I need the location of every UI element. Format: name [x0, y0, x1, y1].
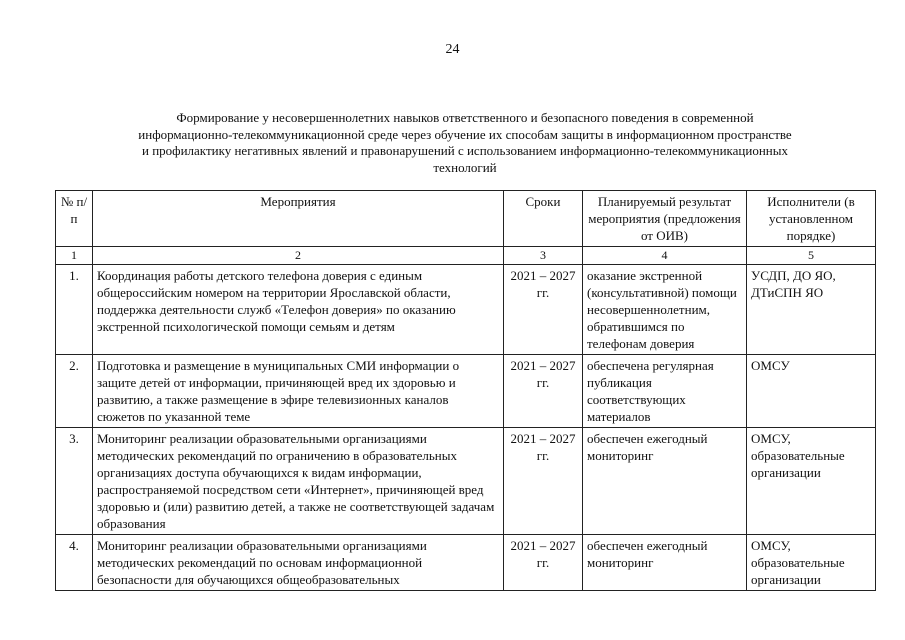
row-term: 2021 – 2027 гг.	[504, 535, 583, 591]
row-executors: УСДП, ДО ЯО, ДТиСПН ЯО	[747, 265, 876, 355]
heading-line: Формирование у несовершеннолетних навыков ответственного и безопасного поведения в современной	[176, 110, 754, 125]
row-term: 2021 – 2027 гг.	[504, 428, 583, 535]
row-result: обеспечен ежегодный мониторинг	[583, 535, 747, 591]
header-term: Сроки	[504, 191, 583, 247]
heading-line: технологий	[433, 159, 497, 175]
row-term: 2021 – 2027 гг.	[504, 265, 583, 355]
heading-line: информационно-телекоммуникационной среде через обучение их способам защиты в информационном пространстве	[138, 126, 792, 142]
table-row	[56, 428, 876, 535]
row-executors: ОМСУ, образовательные организации	[747, 428, 876, 535]
column-number: 3	[504, 247, 583, 265]
column-number: 5	[747, 247, 876, 265]
table-row	[56, 265, 876, 355]
page-number: 24	[445, 42, 460, 57]
row-executors: ОМСУ, образовательные организации	[747, 535, 876, 591]
row-result: обеспечена регулярная публикация соответствующих материалов	[583, 355, 747, 428]
column-number: 2	[93, 247, 504, 265]
section-heading	[70, 110, 860, 176]
row-executors: ОМСУ	[747, 355, 876, 428]
row-event: Координация работы детского телефона доверия с единым общероссийским номером на территории Ярославской области, поддержка деятельности служб «Телефон доверия» по оказанию экстренной психологической помощи семьям и детям	[93, 265, 504, 355]
row-event: Мониторинг реализации образовательными организациями методических рекомендаций по ограничению в образовательных организациях доступа обучающихся к видам информации, распространяемой посредством сети «Интернет», причиняющей вред здоровью и (или) развитию детей, а также не соответствующей задачам образования	[93, 428, 504, 535]
table-row	[56, 355, 876, 428]
row-num: 3.	[56, 428, 93, 535]
table-header-row	[56, 191, 876, 247]
row-num: 1.	[56, 265, 93, 355]
row-event: Мониторинг реализации образовательными организациями методических рекомендаций по основам информационной безопасности для обучающихся общеобразовательных	[93, 535, 504, 591]
events-table	[55, 190, 876, 591]
header-event: Мероприятия	[93, 191, 504, 247]
row-num: 4.	[56, 535, 93, 591]
row-result: оказание экстренной (консультативной) помощи несовершеннолетним, обратившимся по телефонам доверия	[583, 265, 747, 355]
table-row	[56, 535, 876, 591]
column-number: 4	[583, 247, 747, 265]
header-result: Планируемый результат мероприятия (предложения от ОИВ)	[583, 191, 747, 247]
row-event: Подготовка и размещение в муниципальных СМИ информации о защите детей от информации, причиняющей вред их здоровью и развитию, а также размещение в эфире телевизионных каналов сюжетов по указанной теме	[93, 355, 504, 428]
row-term: 2021 – 2027 гг.	[504, 355, 583, 428]
header-num: № п/п	[56, 191, 93, 247]
header-executors: Исполнители (в установленном порядке)	[747, 191, 876, 247]
row-result: обеспечен ежегодный мониторинг	[583, 428, 747, 535]
column-number: 1	[56, 247, 93, 265]
column-number-row	[56, 247, 876, 265]
row-num: 2.	[56, 355, 93, 428]
heading-line: и профилактику негативных явлений и правонарушений с использованием информационно-телекоммуникационных	[142, 143, 788, 158]
